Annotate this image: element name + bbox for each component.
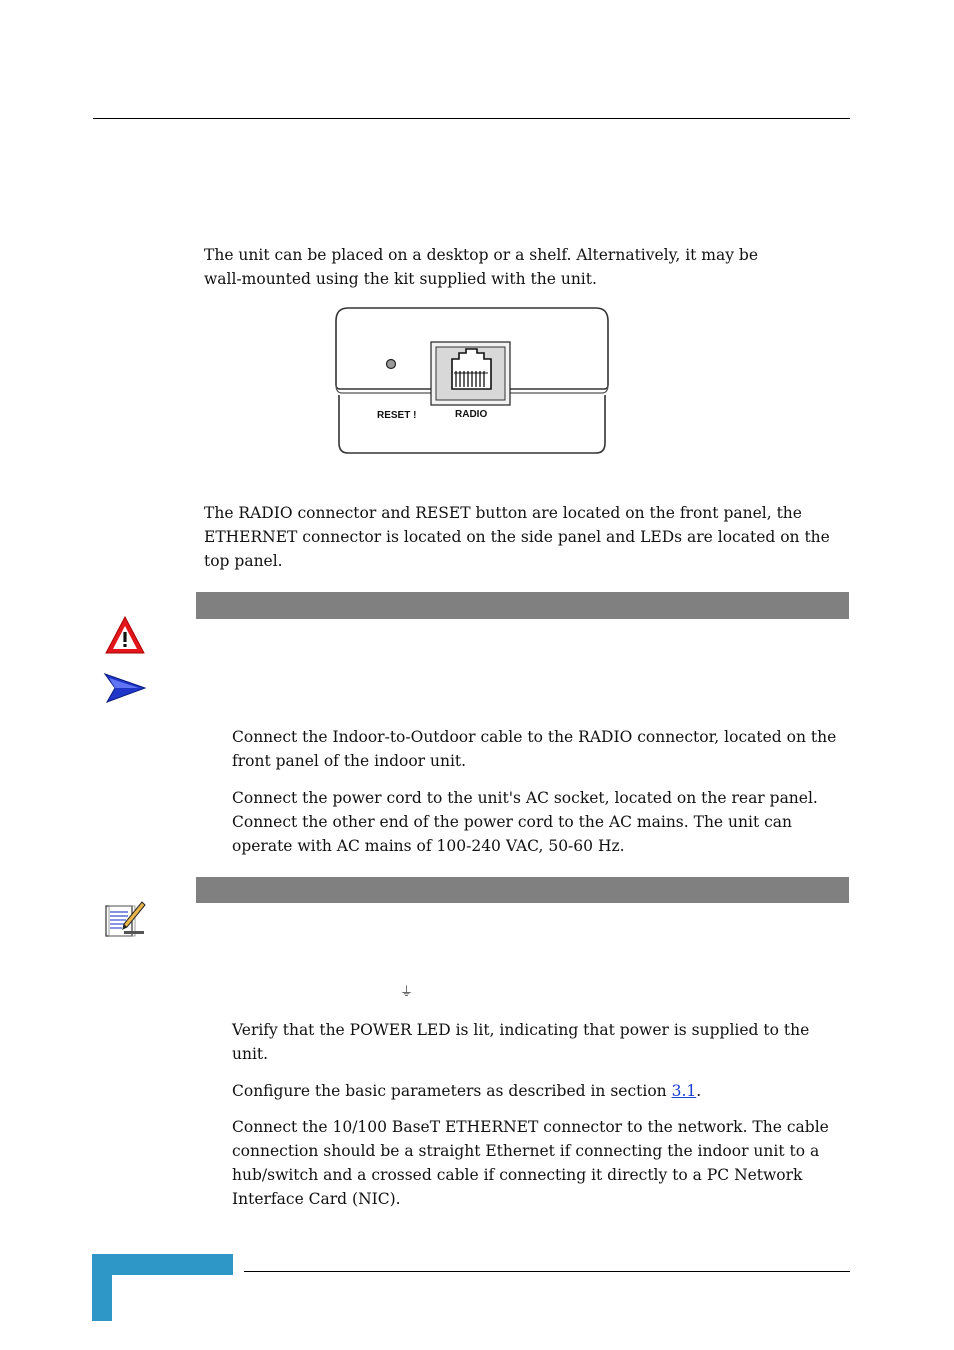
- device-outline: [334, 307, 610, 455]
- intro-line-2: wall-mounted using the kit supplied with the unit.: [204, 270, 597, 288]
- step-a-2-line-2: Connect the other end of the power cord to the AC mains. The unit can: [232, 813, 793, 831]
- step-a-2-line-3: operate with AC mains of 100-240 VAC, 50-60 Hz.: [232, 837, 625, 855]
- step-b-3-line-2: connection should be a straight Ethernet if connecting the indoor unit to a: [232, 1142, 820, 1160]
- step-a-1-line-2: front panel of the indoor unit.: [232, 752, 467, 770]
- step-a-1: [232, 725, 847, 773]
- footer-tab-vertical: [92, 1254, 112, 1321]
- step-b-1-line-2: unit.: [232, 1045, 269, 1063]
- warning-icon: [104, 615, 146, 655]
- location-paragraph: [204, 501, 844, 573]
- footer-rule: [244, 1271, 850, 1272]
- device-front-panel-figure: [334, 307, 610, 455]
- step-b-2-text: Configure the basic parameters as described in section: [232, 1082, 672, 1100]
- radio-label: RADIO: [455, 409, 488, 420]
- step-b-1-line-1: Verify that the POWER LED is lit, indicating that power is supplied to the: [232, 1021, 810, 1039]
- step-a-2-line-1: Connect the power cord to the unit's AC socket, located on the rear panel.: [232, 789, 818, 807]
- step-b-1: [232, 1018, 847, 1066]
- step-b-2: [232, 1079, 847, 1103]
- step-b-3-line-4: Interface Card (NIC).: [232, 1190, 401, 1208]
- ground-symbol: ⏚: [400, 985, 414, 1000]
- location-line-2: ETHERNET connector is located on the side panel and LEDs are located on the: [204, 528, 830, 546]
- section-link[interactable]: 3.1: [671, 1082, 697, 1100]
- reset-button-hole: [387, 360, 396, 369]
- reset-label: RESET !: [377, 410, 417, 421]
- intro-paragraph: [204, 243, 844, 291]
- caution-section-bar: [196, 592, 849, 619]
- intro-line-1: The unit can be placed on a desktop or a shelf. Alternatively, it may be: [204, 246, 759, 264]
- location-line-3: top panel.: [204, 552, 283, 570]
- step-b-3-line-1: Connect the 10/100 BaseT ETHERNET connector to the network. The cable: [232, 1118, 829, 1136]
- step-a-1-line-1: Connect the Indoor-to-Outdoor cable to the RADIO connector, located on the: [232, 728, 837, 746]
- note-section-bar: [196, 877, 849, 903]
- footer-tab-horizontal: [92, 1254, 233, 1275]
- note-icon: [104, 900, 146, 938]
- step-b-2-suffix: .: [696, 1082, 702, 1100]
- location-line-1: The RADIO connector and RESET button are located on the front panel, the: [204, 504, 802, 522]
- step-b-3-line-3: hub/switch and a crossed cable if connecting it directly to a PC Network: [232, 1166, 803, 1184]
- step-b-3: [232, 1115, 847, 1211]
- header-rule: [93, 118, 850, 119]
- arrow-pointer-icon: [103, 672, 147, 704]
- step-a-2: [232, 786, 847, 858]
